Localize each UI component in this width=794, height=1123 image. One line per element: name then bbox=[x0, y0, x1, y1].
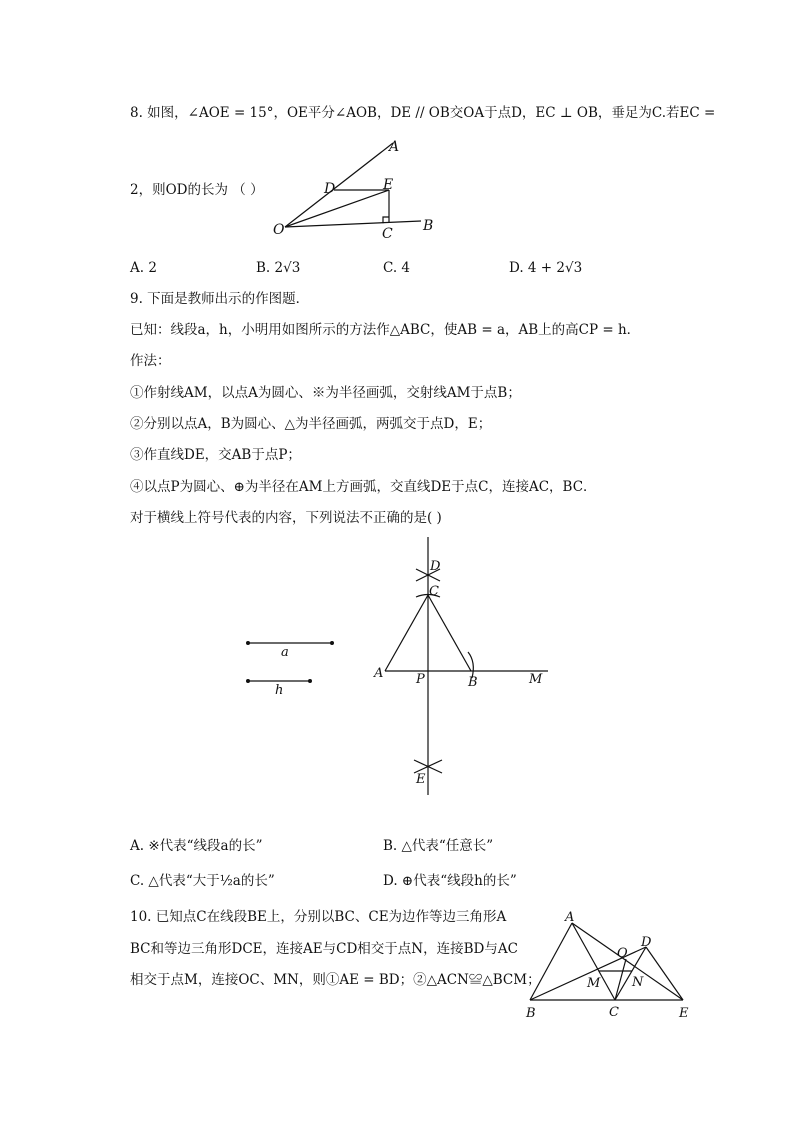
q10-label-O: O bbox=[617, 946, 628, 961]
q10-label-D: D bbox=[641, 935, 652, 950]
q9-label-a: a bbox=[281, 645, 289, 660]
q10-label-A: A bbox=[565, 910, 575, 925]
q8-label-E: E bbox=[383, 177, 394, 193]
q9-label-E: E bbox=[416, 772, 426, 787]
q9-label-h: h bbox=[275, 683, 284, 698]
q8-label-C: C bbox=[382, 226, 393, 241]
q8-label-B: B bbox=[423, 218, 434, 234]
q10-stem-line2: BC和等边三角形DCE，连接AE与CD相交于点N，连接BD与AC bbox=[130, 941, 518, 957]
q8-label-A: A bbox=[389, 139, 400, 155]
q8-option-c[interactable]: C. 4 bbox=[383, 260, 411, 276]
q9-label-B: B bbox=[468, 675, 478, 690]
q8-option-b[interactable]: B. 2√3 bbox=[256, 260, 301, 276]
q9-step-2: ②分别以点A，B为圆心、△为半径画弧，两弧交于点D，E； bbox=[130, 416, 492, 432]
q8-figure bbox=[268, 136, 443, 241]
q9-step-1: ①作射线AM，以点A为圆心、※为半径画弧，交射线AM于点B； bbox=[130, 385, 521, 401]
q9-step-3: ③作直线DE，交AB于点P； bbox=[130, 447, 301, 463]
q9-label-A: A bbox=[374, 666, 384, 681]
q9-option-d[interactable]: D. ⊕代表“线段h的长” bbox=[383, 873, 517, 889]
q9-label-D: D bbox=[430, 559, 441, 574]
q9-label-M: M bbox=[529, 672, 543, 687]
q10-label-M: M bbox=[587, 976, 601, 991]
q10-figure bbox=[520, 905, 695, 1025]
q8-label-O: O bbox=[273, 222, 285, 238]
q10-label-B: B bbox=[526, 1006, 536, 1021]
q10-stem-line1: 10. 已知点C在线段BE上，分别以BC、CE为边作等边三角形A bbox=[130, 909, 507, 925]
q10-label-C: C bbox=[609, 1005, 619, 1020]
q9-label-C: C bbox=[429, 584, 439, 599]
q8-option-a[interactable]: A. 2 bbox=[130, 260, 157, 276]
q8-option-d[interactable]: D. 4 + 2√3 bbox=[509, 260, 583, 276]
q10-label-N: N bbox=[632, 975, 644, 990]
q9-option-a[interactable]: A. ※代表“线段a的长” bbox=[130, 838, 263, 854]
q9-label-P: P bbox=[416, 672, 425, 687]
q9-step-4: ④以点P为圆心、⊕为半径在AM上方画弧，交直线DE于点C，连接AC，BC． bbox=[130, 479, 597, 495]
q10-stem-line3: 相交于点M，连接OC、MN，则①AE = BD；②△ACN≌△BCM； bbox=[130, 972, 541, 988]
q8-stem-line2: 2，则OD的长为 （ ） bbox=[130, 182, 264, 198]
q9-method-label: 作法： bbox=[130, 353, 171, 369]
q8-label-D: D bbox=[324, 181, 336, 197]
q9-title: 9. 下面是教师出示的作图题． bbox=[130, 291, 310, 307]
q9-figure bbox=[240, 535, 560, 800]
q9-known: 已知：线段a，h，小明用如图所示的方法作△ABC，使AB = a，AB上的高CP = h． bbox=[130, 322, 641, 338]
q9-option-c[interactable]: C. △代表“大于½a的长” bbox=[130, 873, 275, 889]
q10-label-E: E bbox=[679, 1006, 689, 1021]
q9-option-b[interactable]: B. △代表“任意长” bbox=[383, 838, 494, 854]
q9-question: 对于横线上符号代表的内容，下列说法不正确的是( ) bbox=[130, 510, 442, 526]
q8-stem-line1: 8. 如图，∠AOE = 15°，OE平分∠AOB，DE // OB交OA于点D，EC ⊥ OB，垂足为C.若EC = bbox=[130, 105, 716, 121]
